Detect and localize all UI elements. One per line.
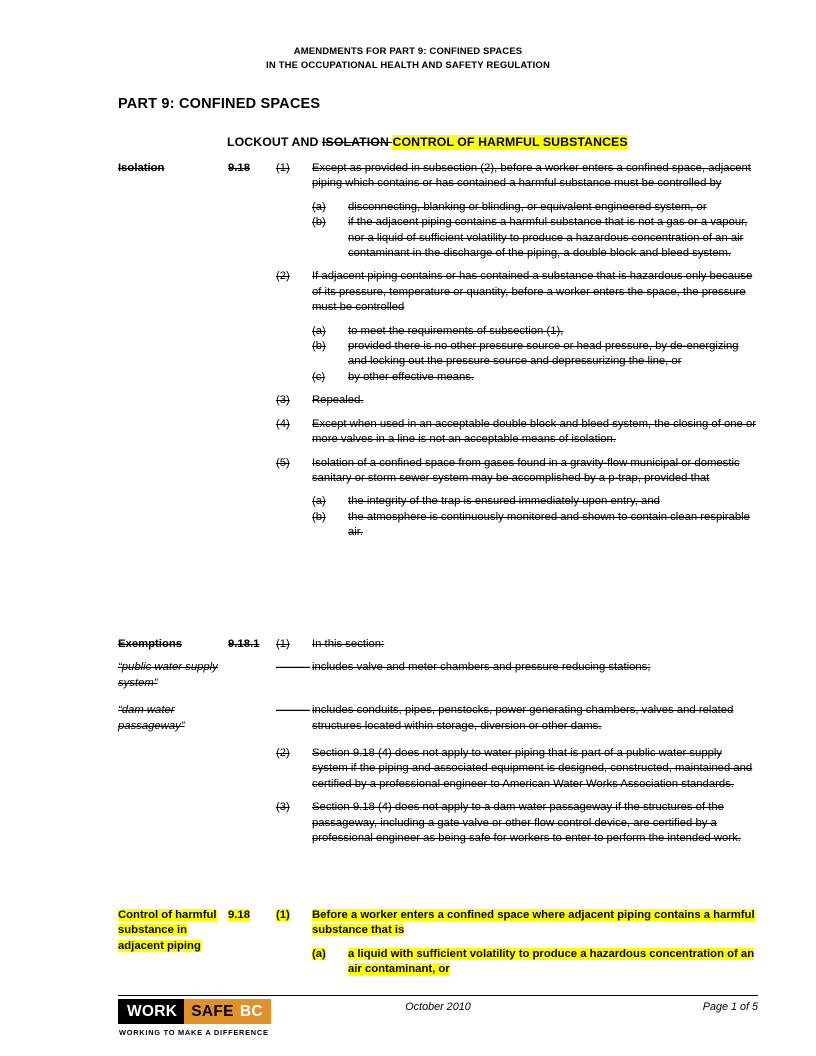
- definition-1-body: [276, 660, 758, 675]
- isolation-p4-marker: (4): [276, 417, 290, 430]
- isolation-p1-sub-a: [312, 200, 758, 215]
- control-p1: [276, 908, 758, 939]
- isolation-p5: [276, 456, 758, 487]
- isolation-p4-text: Except when used in an acceptable double block and bleed system, the closing of one or more valves in a line is not an acceptable means of isolation.: [312, 417, 757, 446]
- control-p1-marker-cell: [276, 908, 312, 923]
- control-p1-sub-a: [312, 947, 758, 978]
- control-p1-sub-a-marker-cell: [312, 947, 348, 962]
- isolation-p1-sub-a-text: disconnecting, blanking or blinding, or equivalent engineered system, or: [348, 200, 707, 213]
- logo-bc-text: BC: [239, 1002, 263, 1020]
- isolation-p5-sub-a-marker: (a): [312, 495, 326, 508]
- control-content: [276, 908, 758, 978]
- isolation-p2-sub-c-text: by other effective means.: [348, 370, 475, 383]
- exemptions-row-2: [118, 746, 758, 846]
- exemptions-p1-marker: (1): [276, 638, 290, 650]
- isolation-p5-sub-b-text: the atmosphere is continuously monitored and shown to contain clean respirable air.: [348, 510, 750, 539]
- isolation-p1-sub-b-marker: (b): [312, 216, 326, 229]
- isolation-p5-sub-a: [312, 494, 758, 509]
- exemptions-content-tail: [276, 746, 758, 846]
- exemptions-p2-marker: (2): [276, 747, 290, 760]
- logo-work-text: WORK: [127, 1002, 178, 1020]
- logo-tagline: WORKING TO MAKE A DIFFERENCE: [119, 1028, 269, 1037]
- control-number-cell: [228, 908, 276, 923]
- control-section: [118, 908, 758, 978]
- control-p1-text: Before a worker enters a confined space where adjacent piping contains a harmful substance that is: [312, 909, 755, 937]
- exemptions-label: Exemptions: [118, 638, 183, 650]
- isolation-p1: [276, 161, 758, 192]
- isolation-p4: [276, 417, 758, 448]
- isolation-p1-marker: (1): [276, 162, 290, 174]
- definition-public-water-supply-system: [118, 660, 758, 691]
- exemptions-p2: [276, 746, 758, 792]
- isolation-p2-text: If adjacent piping contains or has contained a substance that is hazardous only because of its pressure, temperature or quantity, before a worker enters the space, the pressure must be controlled: [312, 270, 753, 314]
- control-number: 9.18: [228, 909, 250, 921]
- isolation-section: [118, 161, 758, 541]
- definition-1-term: “public water supply system”: [118, 661, 218, 689]
- isolation-p2: [276, 269, 758, 315]
- definition-2-term: “dam water passageway”: [118, 704, 185, 732]
- logo-safe-text: SAFE: [191, 1002, 234, 1020]
- isolation-p2-sub-a-marker: (a): [312, 324, 326, 337]
- definition-1-dash: ———: [276, 661, 310, 674]
- page-title: PART 9: CONFINED SPACES: [118, 96, 321, 112]
- section-heading-kept: LOCKOUT AND: [227, 135, 323, 149]
- definition-1-row: [276, 660, 758, 675]
- isolation-p3-text: Repealed.: [312, 394, 364, 407]
- document-header: [0, 45, 816, 72]
- isolation-p3: [276, 393, 758, 408]
- isolation-p1-text: Except as provided in subsection (2), before a worker enters a confined space, adjacent piping which contains or has contained a harmful substance must be controlled by: [312, 162, 751, 190]
- isolation-p2-sub-b-marker: (b): [312, 340, 326, 353]
- definition-1-text: includes valve and meter chambers and pressure reducing stations;: [312, 661, 651, 674]
- isolation-p5-sub-b-marker: (b): [312, 510, 326, 523]
- definition-2-row: [276, 703, 758, 734]
- exemptions-p1-text: In this section:: [312, 638, 385, 650]
- control-label-cell: [118, 908, 228, 954]
- control-p1-sub-a-marker: (a): [312, 947, 326, 960]
- header-line-2: IN THE OCCUPATIONAL HEALTH AND SAFETY REGULATION: [266, 59, 550, 71]
- isolation-p2-sub-c: [312, 370, 758, 385]
- isolation-row-1: [118, 161, 758, 541]
- exemptions-section: [118, 637, 758, 846]
- isolation-p2-sub-b: [312, 339, 758, 370]
- isolation-p5-text: Isolation of a confined space from gases found in a gravity-flow municipal or domestic sanitary or storm sewer system may be accomplished by a p-trap, provided that: [312, 456, 740, 484]
- isolation-p5-marker: (5): [276, 456, 290, 469]
- isolation-p5-sub-a-text: the integrity of the trap is ensured immediately upon entry, and: [348, 495, 660, 508]
- exemptions-content-head: [276, 637, 758, 652]
- isolation-p2-sub-a: [312, 324, 758, 339]
- definition-dam-water-passageway: [118, 703, 758, 734]
- isolation-p2-sub-c-marker: (c): [312, 370, 326, 383]
- definition-2-body: [276, 703, 758, 734]
- header-line-1: AMENDMENTS FOR PART 9: CONFINED SPACES: [293, 46, 523, 57]
- control-row-1: [118, 908, 758, 978]
- exemptions-p3-marker: (3): [276, 801, 290, 814]
- isolation-p5-sub-b: [312, 510, 758, 541]
- exemptions-row-1: [118, 637, 758, 652]
- isolation-p2-sub-a-text: to meet the requirements of subsection (1),: [348, 324, 564, 337]
- control-p1-sub-a-text-cell: [348, 947, 758, 978]
- document-footer: [118, 996, 758, 1046]
- isolation-p2-sub-b-text: provided there is no other pressure source or head pressure, by de-energizing and locking out the pressure source and depressurizing the line, or: [348, 340, 739, 368]
- isolation-label: Isolation: [118, 162, 165, 174]
- exemptions-number: 9.18.1: [228, 638, 260, 650]
- section-heading: [227, 135, 628, 149]
- exemptions-p2-text: Section 9.18 (4) does not apply to water piping that is part of a public water supply system if the piping and associated equipment is designed, constructed, maintained and certified by a professional engineer to American Water Works Association standards.: [312, 747, 753, 790]
- exemptions-p3-text: Section 9.18 (4) does not apply to a dam water passageway if the structures of the passageway, including a gate valve or other flow control device, are certified by a professional engineer as being safe for workers to enter to perform the intended work.: [312, 801, 741, 845]
- definition-2-dash: ———: [276, 704, 310, 717]
- isolation-p2-marker: (2): [276, 270, 290, 283]
- isolation-p1-sub-b-text: if the adjacent piping contains a harmful substance that is not a gas or a vapour, nor a liquid of sufficient volatility to produce a hazardous concentration of an air contaminant in the discharge of the piping, a double block and bleed system.: [348, 216, 748, 260]
- definition-2-text: includes conduits, pipes, penstocks, power generating chambers, valves and related structures located within storage, diversion or other dams.: [312, 704, 734, 732]
- exemptions-p1: [276, 637, 758, 652]
- isolation-p3-marker: (3): [276, 394, 290, 407]
- isolation-p1-sub-a-marker: (a): [312, 200, 326, 213]
- control-p1-marker: (1): [276, 909, 290, 921]
- isolation-content: [276, 161, 758, 541]
- control-p1-sub-a-text: a liquid with sufficient volatility to produce a hazardous concentration of an air contaminant, or: [348, 947, 755, 976]
- control-p1-text-cell: [312, 908, 758, 939]
- section-heading-highlighted: CONTROL OF HARMFUL SUBSTANCES: [392, 135, 628, 149]
- isolation-p1-sub-b: [312, 215, 758, 261]
- exemptions-p3: [276, 800, 758, 846]
- footer-page-number: Page 1 of 5: [702, 1001, 758, 1013]
- control-label: Control of harmful substance in adjacent piping: [118, 909, 217, 952]
- footer-date: October 2010: [405, 1001, 471, 1013]
- isolation-number: 9.18: [228, 162, 250, 174]
- section-heading-struck: ISOLATION: [322, 135, 389, 149]
